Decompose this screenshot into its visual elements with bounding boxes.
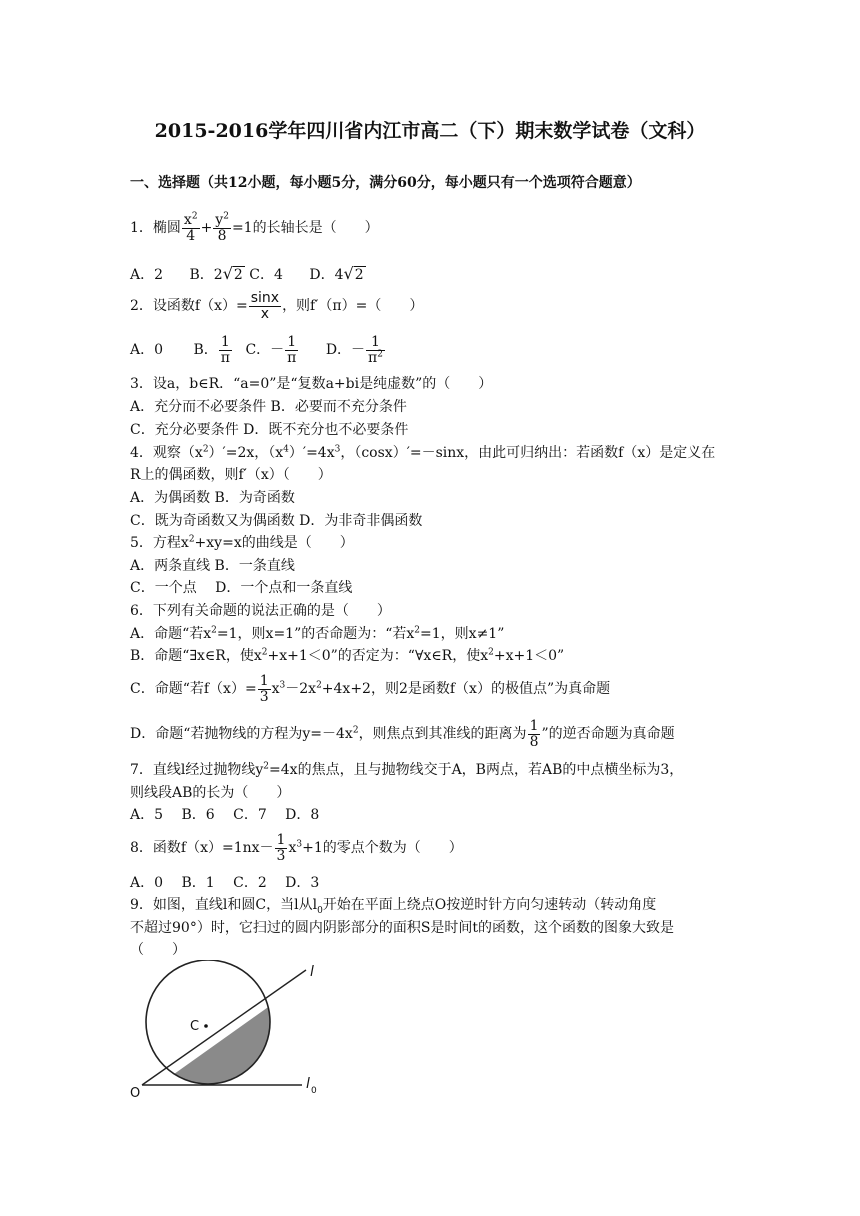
q2-option-a: A．0 <box>130 342 164 358</box>
q2-fraction-sinx-over-x: $\frac{\sin x}{x}$ <box>250 289 280 322</box>
label-l0-subscript: 0 <box>311 1086 317 1096</box>
q1-option-d: D．4√2 <box>309 264 364 283</box>
question-4-stem-line1: 4．观察$(x^2)'=2x$，$(x^4)'=4x^3$，（cosx）′=－sinx，由此可归纳出：若函数f（x）是定义在 <box>130 444 716 461</box>
question-6-stem: 6．下列有关命题的说法正确的是（ ） <box>130 603 391 619</box>
question-4-options-cd: C．既为奇函数又为偶函数 D．为非奇非偶函数 <box>130 513 423 529</box>
q2-option-b: B． $\frac{1}{\pi}$ <box>193 333 230 366</box>
q1-fraction-y2-over-8: $\frac{y^2}{8}$ <box>215 210 229 244</box>
question-6-option-d: D．命题“若抛物线的方程为$y=-4x^2$，则焦点到其准线的距离为 $\frac{1}{8}$ ”的逆否命题为真命题 <box>130 717 675 750</box>
q1-text-pre: 1．椭圆 <box>130 220 181 236</box>
label-c: C <box>190 1019 200 1034</box>
question-5-options-cd: C．一个点 D．一个点和一条直线 <box>130 580 353 596</box>
question-7-options: A．5 B．6 C．7 D．8 <box>130 807 320 823</box>
shaded-region <box>146 973 316 1100</box>
q1-option-b: B．2√2 <box>189 264 243 283</box>
question-9-stem-line1: 9．如图，直线l和圆C，当l从$l_0$开始在平面上绕点O按逆时针方向匀速转动（转动角度 <box>130 897 657 916</box>
question-7-stem-line2: 则线段AB的长为（ ） <box>130 785 291 801</box>
q1-fraction-x2-over-4: $\frac{x^2}{4}$ <box>183 210 198 244</box>
question-9-stem-line2: 不超过90°）时，它扫过的圆内阴影部分的面积S是时间t的函数，这个函数的图象大致是 <box>130 920 675 936</box>
question-6-option-c: C．命题“若f（x）= $\frac{1}{3}$ $x^3-2x^2+4x+2$，则2是函数f（x）的极值点”为真命题 <box>130 672 611 705</box>
q2-option-c: C．－ $\frac{1}{\pi}$ <box>245 333 297 366</box>
question-3-options-ab: A．充分而不必要条件 B．必要而不充分条件 <box>130 399 407 415</box>
question-6-option-a: A．命题“若$x^2=1$，则x=1”的否命题为：“若$x^2=1$，则x≠1” <box>130 625 505 642</box>
center-point <box>204 1024 208 1028</box>
question-9-figure <box>126 960 336 1100</box>
question-9-stem-line3: （ ） <box>130 942 186 958</box>
question-7-stem-line1: 7．直线l经过抛物线$y^2=4x$的焦点，且与抛物线交于A，B两点，若AB的中点横坐标为3， <box>130 761 684 778</box>
q1-text-post: =1的长轴长是（ ） <box>231 220 379 236</box>
q2-option-d: D．－ $\frac{1}{\pi^2}$ <box>325 333 383 366</box>
question-4-options-ab: A．为偶函数 B．为奇函数 <box>130 490 295 506</box>
page-title: 2015-2016学年四川省内江市高二（下）期末数学试卷（文科） <box>154 120 706 142</box>
question-1-options <box>130 264 366 285</box>
question-3-stem: 3．设a，b∈R．“a=0”是“复数a+bi是纯虚数”的（ ） <box>130 376 493 392</box>
question-6-option-b: B．命题“∃x∈R，使$x^2+x+1<0$”的否定为：“∀x∈R，使$x^2+x+1<0$” <box>130 647 565 664</box>
question-5-stem: 5．方程$x^2+xy=x$的曲线是（ ） <box>130 534 354 551</box>
label-l: l <box>310 964 314 980</box>
question-4-stem-line2: R上的偶函数，则f′（x）（ ） <box>130 467 332 483</box>
question-8-stem: 8．函数f（x）=1nx－ $\frac{1}{3}$ $x^3+1$的零点个数为（ ） <box>130 831 463 864</box>
label-l0: l <box>306 1076 310 1092</box>
question-2-stem: 2．设函数f（x）= $\frac{\sin x}{x}$ ，则f′（π）=（ ） <box>130 289 424 322</box>
question-5-options-ab: A．两条直线 B．一条直线 <box>130 558 295 574</box>
question-2-options <box>130 330 386 370</box>
section-heading-choice: 一、选择题（共12小题，每小题5分，满分60分，每小题只有一个选项符合题意） <box>130 175 641 191</box>
question-8-options: A．0 B．1 C．2 D．3 <box>130 875 320 891</box>
question-3-options-cd: C．充分必要条件 D．既不充分也不必要条件 <box>130 422 409 438</box>
q1-option-c: C．4 <box>249 267 283 283</box>
question-1-stem: 1．椭圆 $\frac{x^2}{4}$ + $\frac{y^2}{8}$ =1的长轴长是（ ） <box>130 210 379 244</box>
q1-option-a: A．2 <box>130 267 164 283</box>
label-o: O <box>130 1086 141 1100</box>
